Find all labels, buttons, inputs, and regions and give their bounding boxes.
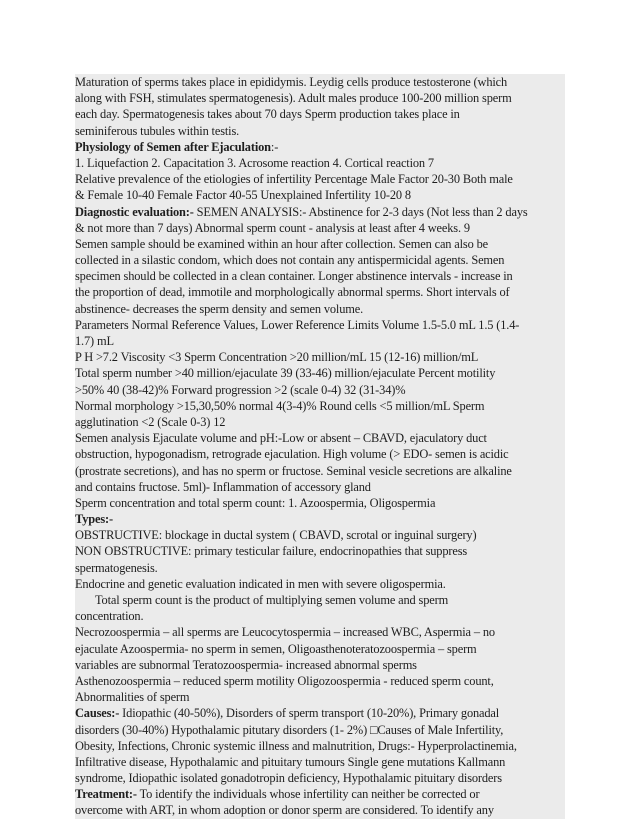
line-text: agglutination <2 (Scale 0-3) 12 <box>75 414 226 429</box>
line-text: disorders (30-40%) Hypothalamic pitutary disorders (1- 2%) □Causes of Male Infertility, <box>75 722 504 737</box>
text-line <box>75 317 565 333</box>
line-text: ejaculate Azoospermia- no sperm in semen, Oligoasthenoteratozoospermia – sperm <box>75 641 477 656</box>
text-line <box>75 641 565 657</box>
text-line <box>75 560 565 576</box>
line-text: overcome with ART, in whom adoption or donor sperm are considered. To identify any <box>75 803 494 818</box>
line-text: P H >7.2 Viscosity <3 Sperm Concentration >20 million/mL 15 (12-16) million/mL <box>75 350 479 365</box>
line-text: Semen analysis Ejaculate volume and pH:-Low or absent – CBAVD, ejaculatory duct <box>75 431 487 446</box>
line-text: OBSTRUCTIVE: blockage in ductal system ( CBAVD, scrotal or inguinal surgery) <box>75 528 477 543</box>
line-text: (prostrate secretions), and has no sperm or fructose. Seminal vesicle secretions are alkaline <box>75 463 512 478</box>
text-line <box>75 673 565 689</box>
line-text: Sperm concentration and total sperm count: 1. Azoospermia, Oligospermia <box>75 495 436 510</box>
text-line <box>75 722 565 738</box>
line-text: the proportion of dead, immotile and morphologically abnormal sperms. Short intervals of <box>75 285 510 300</box>
line-text: Total sperm count is the product of multiplying semen volume and sperm <box>95 593 449 607</box>
line-text: and contains fructose. 5ml)- Inflammation of accessory gland <box>75 479 371 494</box>
line-text: >50% 40 (38-42)% Forward progression >2 (scale 0-4) 32 (31-34)% <box>75 382 406 397</box>
text-line <box>75 527 565 543</box>
text-line <box>75 301 565 317</box>
line-text: 1.7) mL <box>75 334 114 348</box>
text-line <box>75 106 565 122</box>
line-text: 1. Liquefaction 2. Capacitation 3. Acrosome reaction 4. Cortical reaction 7 <box>75 155 434 170</box>
text-line <box>75 495 565 511</box>
text-line <box>75 479 565 495</box>
text-line <box>75 802 565 818</box>
text-line <box>75 770 565 786</box>
line-text: Infiltrative disease, Hypothalamic and pituitary tumours Single gene mutations Kallmann <box>75 754 506 769</box>
text-line <box>75 657 565 673</box>
line-text: spermatogenesis. <box>75 560 158 575</box>
text-line <box>75 236 565 252</box>
text-line <box>75 365 565 381</box>
text-line <box>75 414 565 430</box>
line-text: obstruction, hypogonadism, retrograde ejaculation. High volume (> EDO- semen is acidic <box>75 447 509 462</box>
line-text: Semen sample should be examined within an hour after collection. Semen can also be <box>75 236 488 251</box>
text-line <box>75 155 565 171</box>
line-text: each day. Spermatogenesis takes about 70 days Sperm production takes place in <box>75 107 460 122</box>
text-line <box>75 689 565 705</box>
line-text: Maturation of sperms takes place in epididymis. Leydig cells produce testosterone (which <box>75 75 508 89</box>
line-text: Parameters Normal Reference Values, Lower Reference Limits Volume 1.5-5.0 mL 1.5 (1.4- <box>75 317 520 332</box>
text-line <box>75 463 565 479</box>
text-line <box>75 382 565 398</box>
document-page <box>75 74 565 819</box>
text-line <box>75 738 565 754</box>
line-text: syndrome, Idiopathic isolated gonadotropin deficiency, Hypothalamic pituitary disorders <box>75 771 502 786</box>
text-line <box>75 139 565 155</box>
line-text: specimen should be collected in a clean container. Longer abstinence intervals - increase in <box>75 269 513 284</box>
line-text: Obesity, Infections, Chronic systemic illness and malnutrition, Drugs:- Hyperprolactinemia, <box>75 738 517 753</box>
line-text: abstinence- decreases the sperm density and semen volume. <box>75 301 364 316</box>
line-text: Normal morphology >15,30,50% normal 4(3-4)% Round cells <5 million/mL Sperm <box>75 398 485 413</box>
line-text: variables are subnormal Teratozoospermia- increased abnormal sperms <box>75 657 417 672</box>
text-line <box>75 543 565 559</box>
line-text: To identify the individuals whose infertility can neither be corrected or <box>136 787 480 802</box>
line-text: & Female 10-40 Female Factor 40-55 Unexplained Infertility 10-20 8 <box>75 188 411 203</box>
line-text: Relative prevalence of the etiologies of infertility Percentage Male Factor 20-30 Both male <box>75 172 513 187</box>
text-line <box>75 252 565 268</box>
text-line <box>75 624 565 640</box>
text-line <box>75 705 565 721</box>
line-text: collected in a silastic condom, which does not contain any antispermicidal agents. Semen <box>75 253 505 268</box>
line-text: :- <box>270 139 279 154</box>
text-line <box>75 446 565 462</box>
line-text: SEMEN ANALYSIS:- Abstinence for 2-3 days (Not less than 2 days <box>193 204 528 219</box>
text-line <box>75 349 565 365</box>
line-text: Asthenozoospermia – reduced sperm motility Oligozoospermia - reduced sperm count, <box>75 673 494 688</box>
line-text: Endocrine and genetic evaluation indicated in men with severe oligospermia. <box>75 576 446 591</box>
line-text: seminiferous tubules within testis. <box>75 123 240 138</box>
line-text: Necrozoospermia – all sperms are Leucocytospermia – increased WBC, Aspermia – no <box>75 625 495 640</box>
text-line <box>75 220 565 236</box>
line-text: concentration. <box>75 609 144 624</box>
line-text: & not more than 7 days) Abnormal sperm count - analysis at least after 4 weeks. 9 <box>75 220 470 235</box>
line-text: NON OBSTRUCTIVE: primary testicular failure, endocrinopathies that suppress <box>75 544 468 559</box>
bold-heading: Diagnostic evaluation:- <box>75 204 194 219</box>
line-text: along with FSH, stimulates spermatogenesis). Adult males produce 100-200 million sperm <box>75 91 512 106</box>
text-line <box>75 430 565 446</box>
text-line <box>75 576 565 592</box>
bold-heading: Physiology of Semen after Ejaculation <box>75 139 271 154</box>
line-text: Idiopathic (40-50%), Disorders of sperm transport (10-20%), Primary gonadal <box>119 706 500 721</box>
line-text: Total sperm number >40 million/ejaculate 39 (33-46) million/ejaculate Percent motility <box>75 366 496 381</box>
text-line <box>75 187 565 203</box>
text-line <box>75 592 565 608</box>
text-line <box>75 90 565 106</box>
text-line <box>75 171 565 187</box>
text-line <box>75 754 565 770</box>
text-line <box>75 123 565 139</box>
line-text: Abnormalities of sperm <box>75 690 190 705</box>
text-line <box>75 608 565 624</box>
bold-heading: Causes:- <box>75 706 120 721</box>
text-line <box>75 204 565 220</box>
text-line <box>75 511 565 527</box>
bold-heading: Treatment:- <box>75 787 137 802</box>
text-line <box>75 268 565 284</box>
text-line <box>75 284 565 300</box>
text-line <box>75 786 565 802</box>
text-line <box>75 398 565 414</box>
text-line <box>75 74 565 90</box>
bold-heading: Types:- <box>75 512 113 527</box>
text-line <box>75 333 565 349</box>
